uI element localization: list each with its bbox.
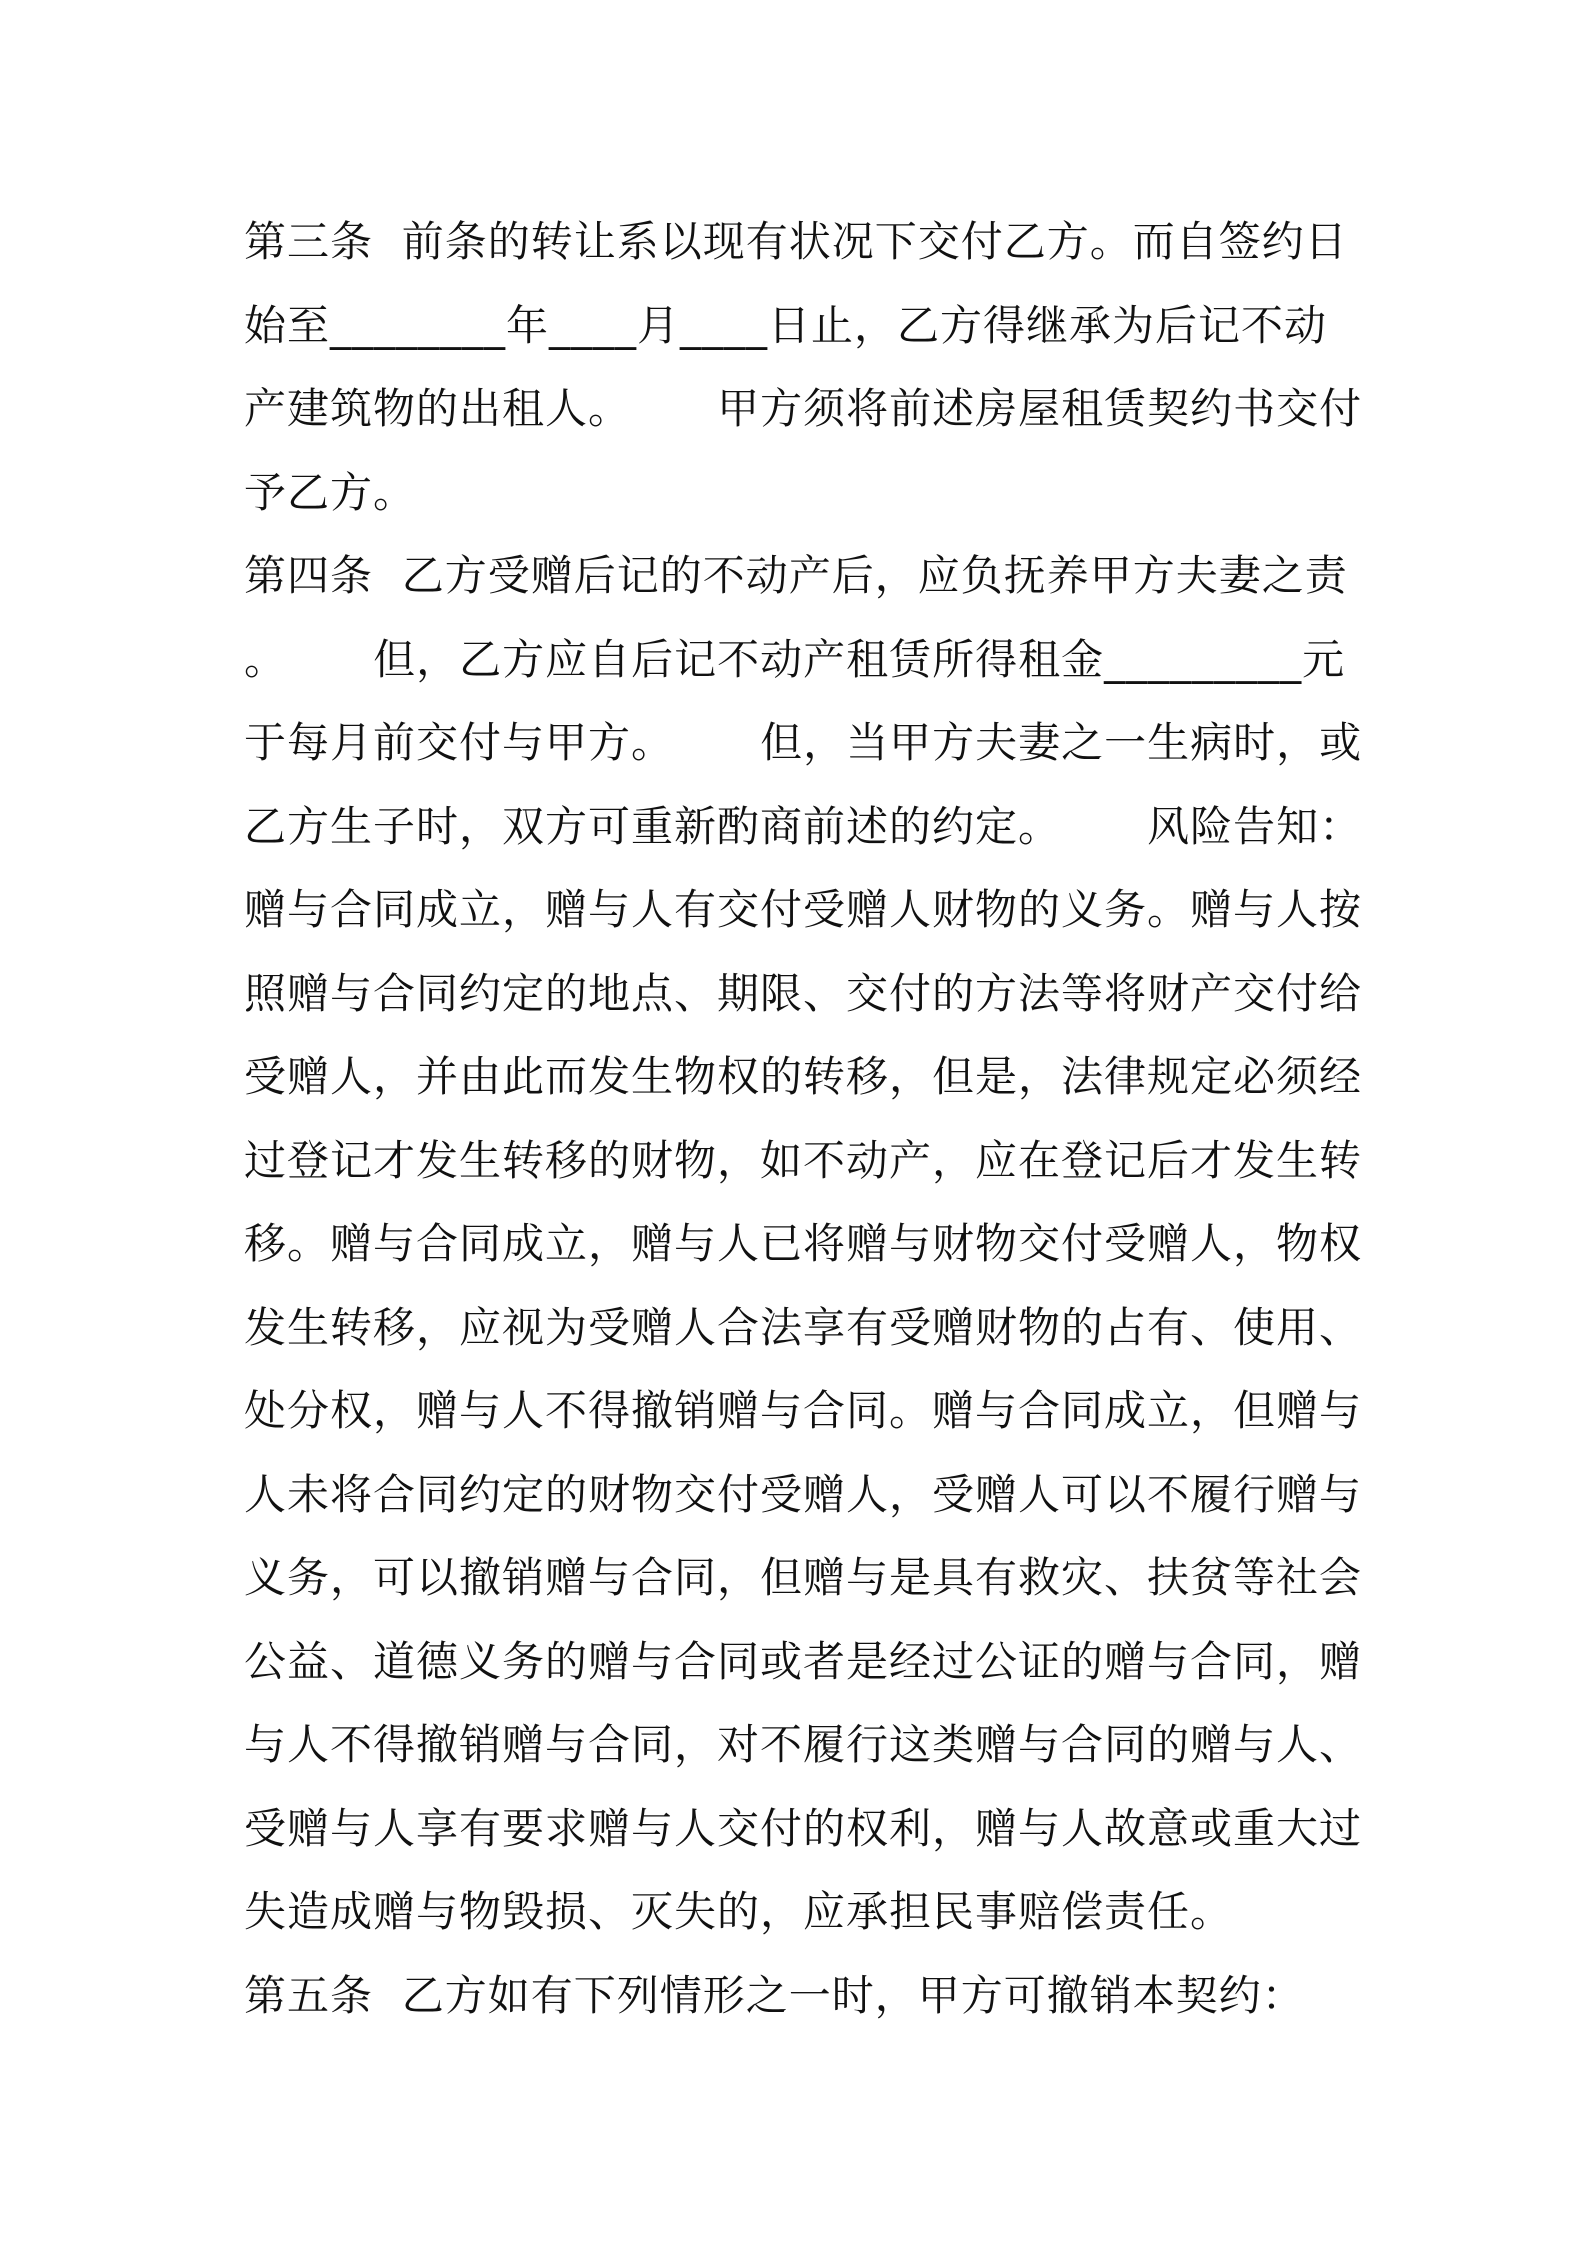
text-line: 赠与合同成立，赠与人有交付受赠人财物的义务。赠与人按 bbox=[244, 885, 1363, 934]
text-line: 照赠与合同约定的地点、期限、交付的方法等将财产交付给 bbox=[244, 968, 1363, 1018]
text-line: 乙方生子时，双方可重新酌商前述的约定。 风险告知： bbox=[244, 801, 1363, 851]
text-line: 于每月前交付与甲方。 但，当甲方夫妻之一生病时，或 bbox=[244, 718, 1363, 767]
text-line: 发生转移，应视为受赠人合法享有受赠财物的占有、使用、 bbox=[244, 1302, 1363, 1352]
text-line: 失造成赠与物毁损、灭失的，应承担民事赔偿责任。 bbox=[244, 1887, 1234, 1936]
text-line: 第五条 乙方如有下列情形之一时，甲方可撤销本契约： bbox=[244, 1970, 1305, 2020]
contract-text-body bbox=[244, 200, 1364, 2037]
text-line: 受赠人，并由此而发生物权的转移，但是，法律规定必须经 bbox=[244, 1052, 1363, 1101]
text-line: 处分权，赠与人不得撤销赠与合同。赠与合同成立，但赠与 bbox=[244, 1386, 1363, 1435]
text-line: 人未将合同约定的财物交付受赠人，受赠人可以不履行赠与 bbox=[244, 1469, 1363, 1519]
text-line: 。 但，乙方应自后记不动产租赁所得租金_________元 bbox=[244, 634, 1346, 684]
text-line: 公益、道德义务的赠与合同或者是经过公证的赠与合同，赠 bbox=[244, 1636, 1363, 1686]
text-line: 产建筑物的出租人。 甲方须将前述房屋租赁契约书交付 bbox=[244, 384, 1363, 433]
text-line: 第三条 前条的转让系以现有状况下交付乙方。而自签约日 bbox=[244, 217, 1348, 266]
text-line: 移。赠与合同成立，赠与人已将赠与财物交付受赠人，物权 bbox=[244, 1219, 1363, 1268]
text-line: 过登记才发生转移的财物，如不动产，应在登记后才发生转 bbox=[244, 1135, 1363, 1185]
text-line: 与人不得撤销赠与合同，对不履行这类赠与合同的赠与人、 bbox=[244, 1720, 1363, 1769]
text-line: 受赠与人享有要求赠与人交付的权利，赠与人故意或重大过 bbox=[244, 1803, 1363, 1853]
text-line: 予乙方。 bbox=[244, 467, 417, 517]
text-line: 始至________年____月____日止，乙方得继承为后记不动 bbox=[244, 300, 1328, 350]
text-line: 第四条 乙方受赠后记的不动产后，应负抚养甲方夫妻之责 bbox=[244, 551, 1348, 600]
text-line: 义务，可以撤销赠与合同，但赠与是具有救灾、扶贫等社会 bbox=[244, 1553, 1363, 1602]
